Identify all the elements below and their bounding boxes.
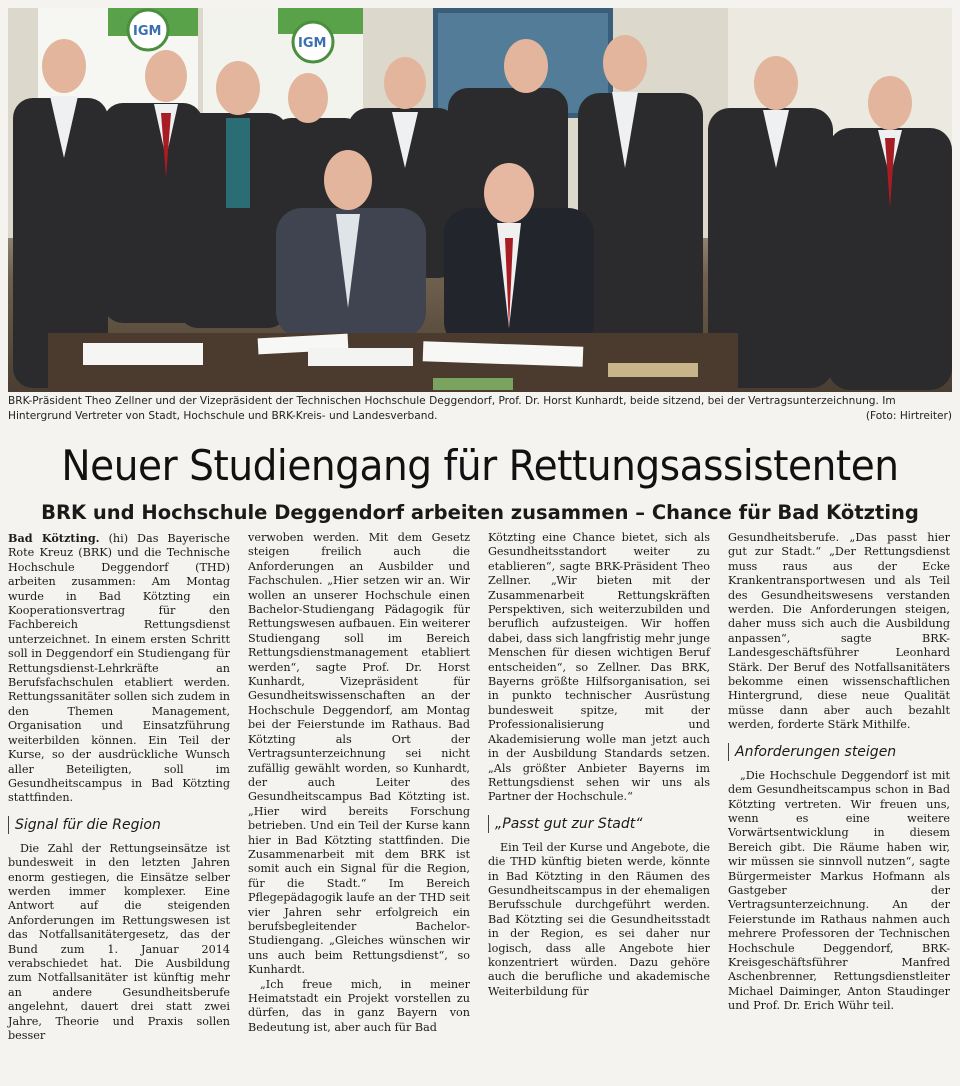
article-column-4: [728, 531, 950, 1014]
headline: Neuer Studiengang für Rettungsassistenten: [61, 441, 899, 490]
banner-logo-2: IGM: [298, 36, 327, 51]
photo-caption: [8, 394, 952, 424]
paragraph: Ein Teil der Kurse und Angebote, die die THD künftig bieten werde, könnte in Bad Kötzting in den Räumen des Gesundheitscampus in der ehemaligen Berufsschule durchgeführt werden. Bad Kötzting sei die Gesundheitsstadt in der Region, es sei daher nur logisch, dass alle Angebote hier konzentriert würden. Dazu gehöre auch die berufliche und akademische Weiterbildung für: [488, 840, 710, 998]
paragraph: [8, 531, 230, 806]
photo-illustration: [8, 8, 952, 392]
photo-credit: (Foto: Hirtreiter): [865, 410, 952, 422]
section-heading: Signal für die Region: [8, 816, 230, 834]
dateline: Bad Kötzting.: [8, 531, 100, 545]
paragraph: Die Zahl der Rettungseinsätze ist bundesweit in den letzten Jahren enorm gestiegen, die Einsätze selber werden immer komplexer. Eine Antwort auf die steigenden Anforderungen im Rettungswesen ist das Notfallsanitätergesetz, das der Bund zum 1. Januar 2014 verabschiedet hat. Die Ausbildung zum Notfallsanitäter ist künftig mehr an andere Gesundheitsberufe angelehnt, dauert drei statt zwei Jahre, Theorie und Praxis sollen besser: [8, 841, 230, 1042]
paragraph: „Die Hochschule Deggendorf ist mit dem Gesundheitscampus schon in Bad Kötzting vertreten. Wir freuen uns, wenn es eine weitere Vorwärtsentwicklung in diesem Bereich gibt. Die Räume haben wir, wir müssen sie sinnvoll nutzen“, sagte Bürgermeister Markus Hofmann als Gastgeber der Vertragsunterzeichnung. An der Feierstunde im Rathaus nahmen auch mehrere Professoren der Technischen Hochschule Deggendorf, BRK-Kreisgeschäftsführer Manfred Aschenbrenner, Rettungsdienstleiter Michael Daiminger, Anton Staudinger und Prof. Dr. Erich Wühr teil.: [728, 768, 950, 1013]
paragraph: Gesundheitsberufe. „Das passt hier gut zur Stadt.“ „Der Rettungsdienst muss raus aus der Ecke Krankentransportwesen und als Teil des Gesundheitswesens verstanden werden. Die Anforderungen steigen, daher muss sich auch die Ausbildung anpassen“, sagte BRK-Landesgeschäftsführer Leonhard Stärk. Der Beruf des Notfallsanitäters bekomme einen wissenschaftlichen Hintergrund, diese neue Qualität müsse dann aber auch bezahlt werden, forderte Stärk Mithilfe.: [728, 531, 950, 732]
article-photo: [8, 8, 952, 392]
caption-text: BRK-Präsident Theo Zellner und der Vizepräsident der Technischen Hochschule Deggendorf, Prof. Dr. Horst Kunhardt, beide sitzend, bei der Vertragsunterzeichnung. Im Hintergrund Vertreter von Stadt, Hochschule und BRK-Kreis- und Landesverband.: [8, 395, 896, 422]
article-column-1: [8, 531, 230, 1043]
paragraph: „Ich freue mich, in meiner Heimatstadt ein Projekt vorstellen zu dürfen, das in ganz Bayern von Bedeutung ist, aber auch für Bad: [248, 977, 470, 1034]
article-column-2: [248, 531, 470, 1035]
article-column-3: [488, 531, 710, 999]
subheadline: BRK und Hochschule Deggendorf arbeiten zusammen – Chance für Bad Kötzting: [41, 501, 919, 524]
paragraph-text: (hi) Das Bayerische Rote Kreuz (BRK) und die Technische Hochschule Deggendorf (THD) arbeiten zusammen: Am Montag wurde in Bad Kötzting ein Kooperationsvertrag für den Fachbereich Rettungsdienst unterzeichnet. In einem ersten Schritt soll in Deggendorf ein Studiengang für Rettungsdienst-Lehrkräfte an Berufsfachschulen etabliert werden. Rettungssanitäter sollen sich zudem in den Themen Management, Organisation und Einsatzführung weiterbilden können. Ein Teil der Kurse, so der ausdrückliche Wunsch aller Beteiligten, soll im Gesundheitscampus in Bad Kötzting stattfinden.: [8, 532, 230, 805]
banner-logo-1: IGM: [133, 24, 162, 39]
paragraph: verwoben werden. Mit dem Gesetz steigen freilich auch die Anforderungen an Ausbilder und Fachschulen. „Hier setzen wir an. Wir wollen an unserer Hochschule einen Bachelor-Studiengang Pädagogik für Rettungswesen aufbauen. Ein weiterer Studiengang soll im Bereich Rettungsdienstmanagement etabliert werden“, sagte Prof. Dr. Horst Kunhardt, Vizepräsident für Gesundheitswissenschaften an der Hochschule Deggendorf, am Montag bei der Feierstunde im Rathaus. Bad Kötzting als Ort der Vertragsunterzeichnung sei nicht zufällig gewählt worden, so Kunhardt, der auch Leiter des Gesundheitscampus Bad Kötzting ist. „Hier wird bereits Forschung betrieben. Und ein Teil der Kurse kann hier in Bad Kötzting stattfinden. Die Zusammenarbeit mit dem BRK ist somit auch ein Signal für die Region, für die Stadt.“ Im Bereich Pflegepädagogik laufe an der THD seit vier Jahren sehr erfolgreich ein berufsbegleitender Bachelor-Studiengang. „Gleiches wünschen wir uns auch beim Rettungsdienst“, so Kunhardt.: [248, 531, 470, 977]
section-heading: „Passt gut zur Stadt“: [488, 815, 710, 833]
section-heading: Anforderungen steigen: [728, 743, 950, 761]
paragraph: Kötzting eine Chance bietet, sich als Gesundheitsstandort weiter zu etablieren“, sagte BRK-Präsident Theo Zellner. „Wir bieten mit der Zusammenarbeit Rettungskräften Perspektiven, sich weiterzubilden und beruflich aufzusteigen. Wir hoffen dabei, dass sich langfristig mehr junge Menschen für diesen wichtigen Beruf entscheiden“, so Zellner. Das BRK, Bayerns größte Hilfsorganisation, sei in punkto technischer Ausrüstung bundesweit spitze, mit der Professionalisierung und Akademisierung wolle man jetzt auch in der Ausbildung Standards setzen. „Als größter Anbieter Bayerns im Rettungsdienst sehen wir uns als Partner der Hochschule.“: [488, 531, 710, 804]
